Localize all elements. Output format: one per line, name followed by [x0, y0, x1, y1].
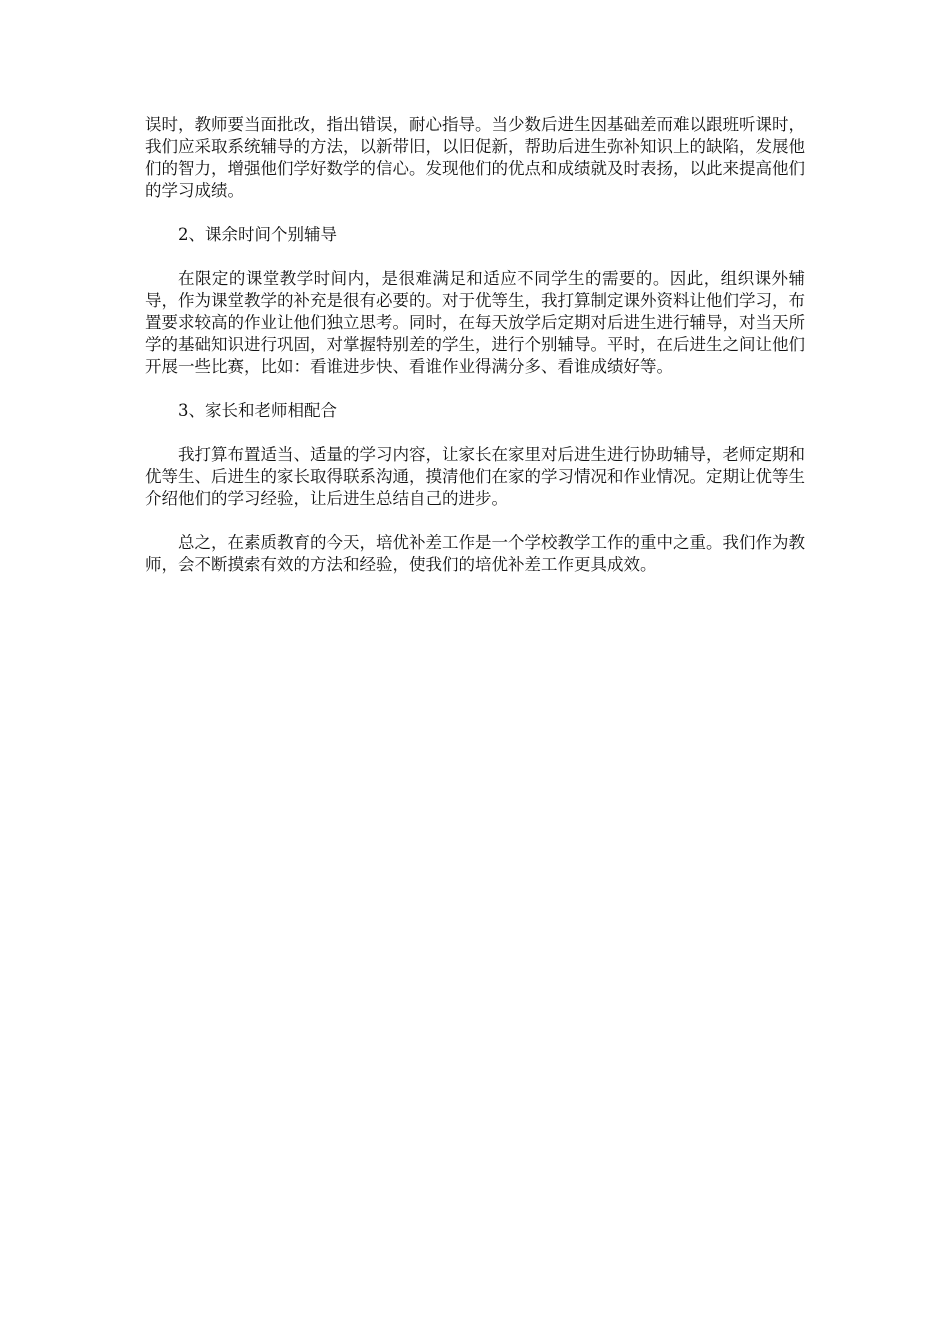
paragraph-continued-text: 误时，教师要当面批改，指出错误，耐心指导。当少数后进生因基础差而难以跟班听课时，我们应采取系统辅导的方法，以新带旧，以旧促新，帮助后进生弥补知识上的缺陷，发展他们的智力，增强他们学好数学的信心。发现他们的优点和成绩就及时表扬，以此来提高他们的学习成绩。 — [145, 115, 805, 200]
section-heading-after-class-tutoring: 2、课余时间个别辅导 — [178, 225, 337, 244]
paragraph-after-class-tutoring: 在限定的课堂教学时间内，是很难满足和适应不同学生的需要的。因此，组织课外辅导，作为课堂教学的补充是很有必要的。对于优等生，我打算制定课外资料让他们学习，布置要求较高的作业让他们独立思考。同时，在每天放学后定期对后进生进行辅导，对当天所学的基础知识进行巩固，对掌握特别差的学生，进行个别辅导。平时，在后进生之间让他们开展一些比赛，比如：看谁进步快、看谁作业得满分多、看谁成绩好等。 — [145, 269, 805, 376]
document-page — [145, 114, 805, 598]
section-heading-parent-teacher-cooperation: 3、家长和老师相配合 — [178, 401, 337, 420]
paragraph-parent-teacher-cooperation: 我打算布置适当、适量的学习内容，让家长在家里对后进生进行协助辅导，老师定期和优等生、后进生的家长取得联系沟通，摸清他们在家的学习情况和作业情况。定期让优等生介绍他们的学习经验，让后进生总结自己的进步。 — [145, 445, 805, 508]
paragraph-conclusion: 总之，在素质教育的今天，培优补差工作是一个学校教学工作的重中之重。我们作为教师，会不断摸索有效的方法和经验，使我们的培优补差工作更具成效。 — [145, 533, 805, 574]
